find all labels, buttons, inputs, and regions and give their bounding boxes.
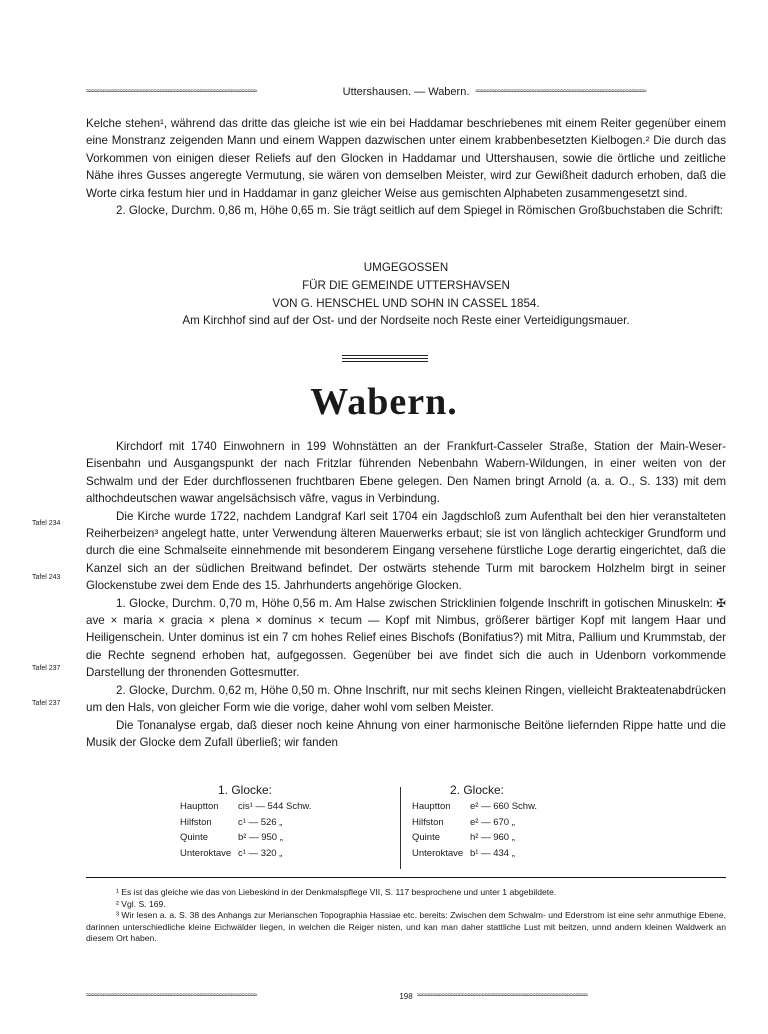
page-number: 198	[399, 991, 413, 1001]
ornament-right	[475, 89, 726, 95]
margin-note: Tafel 234	[32, 520, 61, 527]
footnotes	[86, 887, 726, 945]
margin-note: Tafel 243	[32, 574, 61, 581]
footnote-rule	[86, 877, 726, 878]
table-row: Unteroktave b¹ — 434 „	[412, 847, 515, 859]
bell-heading: 1. Glocke:	[217, 783, 273, 797]
paragraph: 2. Glocke, Durchm. 0,86 m, Höhe 0,65 m. Sie trägt seitlich auf dem Spiegel in Römischen Großbuchstaben die Schrift:	[116, 204, 724, 218]
paragraph: Die Kirche wurde 1722, nachdem Landgraf Karl seit 1704 ein Jagdschloß zum Aufenthalt bei den hier veranstalteten Reiherbeizen³ angelegt hatte, unter Verwendung älteren Mauerwerks erbaut; sie ist von länglich achteckiger Grundform und durch die eine Schmalseite einnehmende mit besonderem Eingang versehene fürstliche Loge derartig eingerichtet, daß die Kanzel sich an der südlichen Breitwand befindet. Der ostwärts stehende Turm mit barockem Holzhelm birgt in seiner Glockenstube zwei dem Ende des 15. Jahrhunderts angehörige Glocken.	[86, 509, 726, 593]
bell-column	[412, 783, 612, 861]
section-title: Wabern.	[310, 381, 458, 423]
page-footer	[86, 990, 726, 1002]
paragraph: Kelche stehen¹, während das dritte das gleiche ist wie ein bei Haddamar beschriebenes mit einem Reiter gegenüber einem eine Monstranz zeigenden Mann und einem Wappen dazwischen unter einem krabbenbesetzten Kielbogen.² Die durch das Vorkommen von einigen dieser Reliefs auf den Glocken in Haddamar und Uttershausen, sowie die örtliche und zeitliche Nähe ihres Gusses angeregte Vermutung, sie wären von demselben Meister, wird zur Gewißheit dadurch erhoben, daß die Worte cirka festum hier und in Haddamar in ganz gleicher Weise aus gemischten Alphabeten zusammengesetzt sind.	[86, 117, 726, 200]
bell-tone-table	[180, 783, 610, 873]
ornament-left	[86, 89, 337, 95]
bell-column	[180, 783, 380, 861]
inscription-line: UMGEGOSSEN	[363, 261, 449, 274]
wall-note: Am Kirchhof sind auf der Ost- und der Nordseite noch Reste einer Verteidigungsmauer.	[182, 314, 630, 327]
table-row: Hilfston e² — 670 „	[412, 816, 515, 828]
table-row: Quinte h² — 960 „	[412, 832, 515, 843]
inscription-line: VON G. HENSCHEL UND SOHN IN CASSEL 1854.	[272, 297, 540, 310]
bell-inscription	[86, 259, 726, 313]
paragraph: 2. Glocke, Durchm. 0,62 m, Höhe 0,50 m. Ohne Inschrift, nur mit sechs kleinen Ringen, vielleicht Brakteatenabdrücken um den Hals, von gleicher Form wie die vorige, daher wohl vom selben Meister.	[86, 683, 726, 715]
column-separator	[400, 787, 401, 869]
running-head	[86, 84, 726, 100]
ornament-left	[86, 993, 395, 999]
bell-heading: 2. Glocke:	[449, 783, 505, 797]
running-title: Uttershausen. — Wabern.	[342, 86, 470, 98]
footnote: ² Vgl. S. 169.	[116, 898, 166, 909]
paragraph: Die Tonanalyse ergab, daß dieser noch keine Ahnung von einer harmonische Beitöne liefernden Rippe hatte und die Musik der Glocke dem Zufall überließ; wir fanden	[86, 718, 726, 749]
footnote: ³ Wir lesen a. a. S. 38 des Anhangs zur Merianschen Topographia Hassiae etc. bereits: Zwischen dem Schwalm- und Ederstrom ist eine sehr anmuthige Ebene, darinnen unterschiedliche kleine Eichwälder liegen, in welchen die Reiger nisten, und kan man daher stattliche Lust mit beitzen, unnd andern kleinen Waldwerk an diesem Ort haben.	[86, 910, 726, 944]
footnote: ¹ Es ist das gleiche wie das von Liebeskind in der Denkmalspflege VII, S. 117 besprochene und unter 1 abgebildete.	[116, 887, 557, 897]
ornament-right	[417, 993, 726, 999]
margin-note: Tafel 237	[32, 700, 61, 707]
table-row: Hilfston c¹ — 526 „	[180, 816, 283, 828]
table-row: Unteroktave c¹ — 320 „	[180, 847, 283, 859]
paragraph: 1. Glocke, Durchm. 0,70 m, Höhe 0,56 m. Am Halse zwischen Stricklinien folgende Inschrift in gotischen Minuskeln: ✠ ave × maria × gracia × plena × dominus × tecum — Kopf mit Nimbus, größerer bärtiger Kopf mit langem Haar und Heiligenschein. Unter dominus ist ein 7 cm hohes Relief eines Bischofs (Bonifatius?) mit Mitra, Pallium und Krummstab, der die Rechte segnend erhoben hat, aufgegossen. Gegenüber bei ave findet sich die auch in Udenborn vorkommende Darstellung der thronenden Gottesmutter.	[86, 596, 726, 680]
inscription-line: FÜR DIE GEMEINDE UTTERSHAVSEN	[302, 279, 510, 292]
margin-note: Tafel 237	[32, 665, 61, 672]
section-divider	[342, 355, 428, 363]
intro-text	[86, 115, 726, 219]
table-row: Hauptton e² — 660 Schw.	[412, 801, 538, 812]
wabern-text	[86, 438, 726, 751]
table-row: Quinte b² — 950 „	[180, 832, 283, 843]
paragraph: Kirchdorf mit 1740 Einwohnern in 199 Wohnstätten an der Frankfurt-Casseler Straße, Station der Main-Weser-Eisenbahn und Ausgangspunkt der nach Fritzlar führenden Nebenbahn Wabern-Wildungen, in einer weiten von der Schwalm und der Eder durchflossenen fruchtbaren Ebene gelegen. Den Namen bringt Arnold (a. a. O., S. 133) mit dem althochdeutschen wawar angelsächsisch vâfre, vagus in Verbindung.	[86, 440, 726, 506]
table-row: Hauptton cis¹ — 544 Schw.	[180, 801, 312, 812]
